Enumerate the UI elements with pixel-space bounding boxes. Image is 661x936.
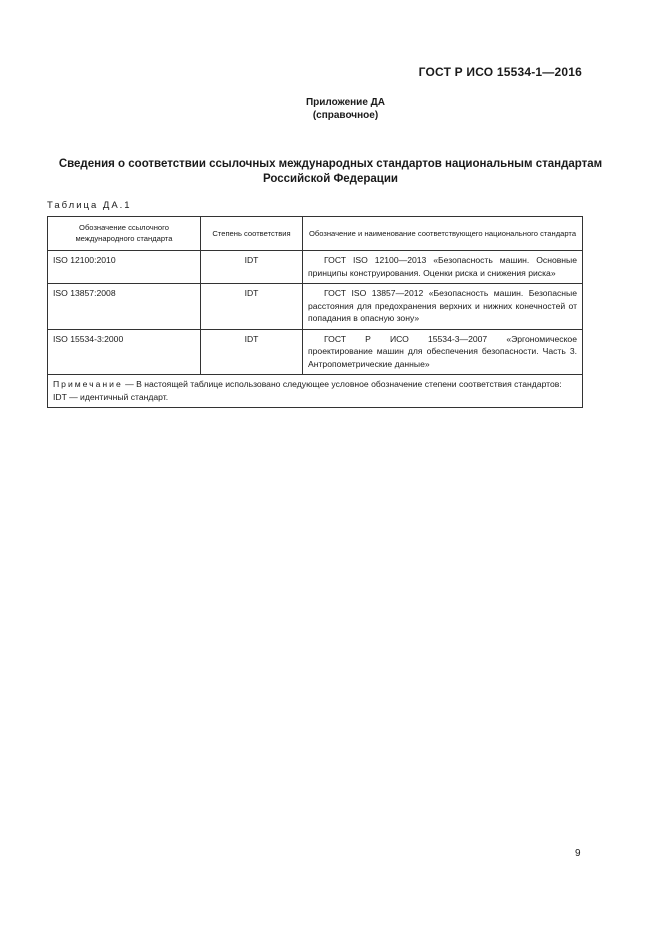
cell-degree: IDT <box>201 284 303 330</box>
appendix-subtitle: (справочное) <box>312 110 379 121</box>
table-row <box>48 251 583 284</box>
header-national-standard: Обозначение и наименование соответствующего национального стандарта <box>303 217 583 251</box>
note-paragraph <box>53 378 577 391</box>
table-row <box>48 284 583 330</box>
header-intl-standard: Обозначение ссылочного международного стандарта <box>48 217 201 251</box>
national-text: ГОСТ ISO 12100—2013 «Безопасность машин. Основные принципы конструирования. Оценки риска и снижения риска» <box>308 255 577 278</box>
appendix-heading <box>0 96 661 122</box>
section-title-line-1: Сведения о соответствии ссылочных международных стандартов национальным стандартам <box>58 158 603 170</box>
section-title <box>40 157 621 187</box>
cell-intl: ISO 13857:2008 <box>48 284 201 330</box>
page-number: 9 <box>575 848 581 859</box>
note-item: IDT — идентичный стандарт. <box>53 391 169 402</box>
table-row <box>48 329 583 375</box>
correspondence-table <box>47 216 583 408</box>
note-label: Примечание <box>53 379 123 389</box>
table-note <box>48 375 583 408</box>
note-text: — В настоящей таблице использовано следующее условное обозначение степени соответствия стандартов: <box>122 379 562 389</box>
national-text: ГОСТ Р ИСО 15534-3—2007 «Эргономическое проектирование машин для обеспечения безопасности. Часть 3. Антропометрические данные» <box>308 333 577 369</box>
header-degree: Степень соответствия <box>201 217 303 251</box>
cell-degree: IDT <box>201 329 303 375</box>
table-header-row <box>48 217 583 251</box>
cell-national <box>303 284 583 330</box>
cell-national <box>303 251 583 284</box>
table-caption: Таблица ДА.1 <box>47 200 132 211</box>
national-text: ГОСТ ISO 13857—2012 «Безопасность машин. Безопасные расстояния для предохранения верхних и нижних конечностей от попадания в опасную зону» <box>308 288 577 323</box>
cell-intl: ISO 15534-3:2000 <box>48 329 201 375</box>
table-note-row <box>48 375 583 408</box>
cell-national <box>303 329 583 375</box>
appendix-title: Приложение ДА <box>305 97 386 108</box>
cell-degree: IDT <box>201 251 303 284</box>
section-title-line-2: Российской Федерации <box>262 173 398 185</box>
document-code: ГОСТ Р ИСО 15534-1—2016 <box>418 65 582 79</box>
cell-intl: ISO 12100:2010 <box>48 251 201 284</box>
